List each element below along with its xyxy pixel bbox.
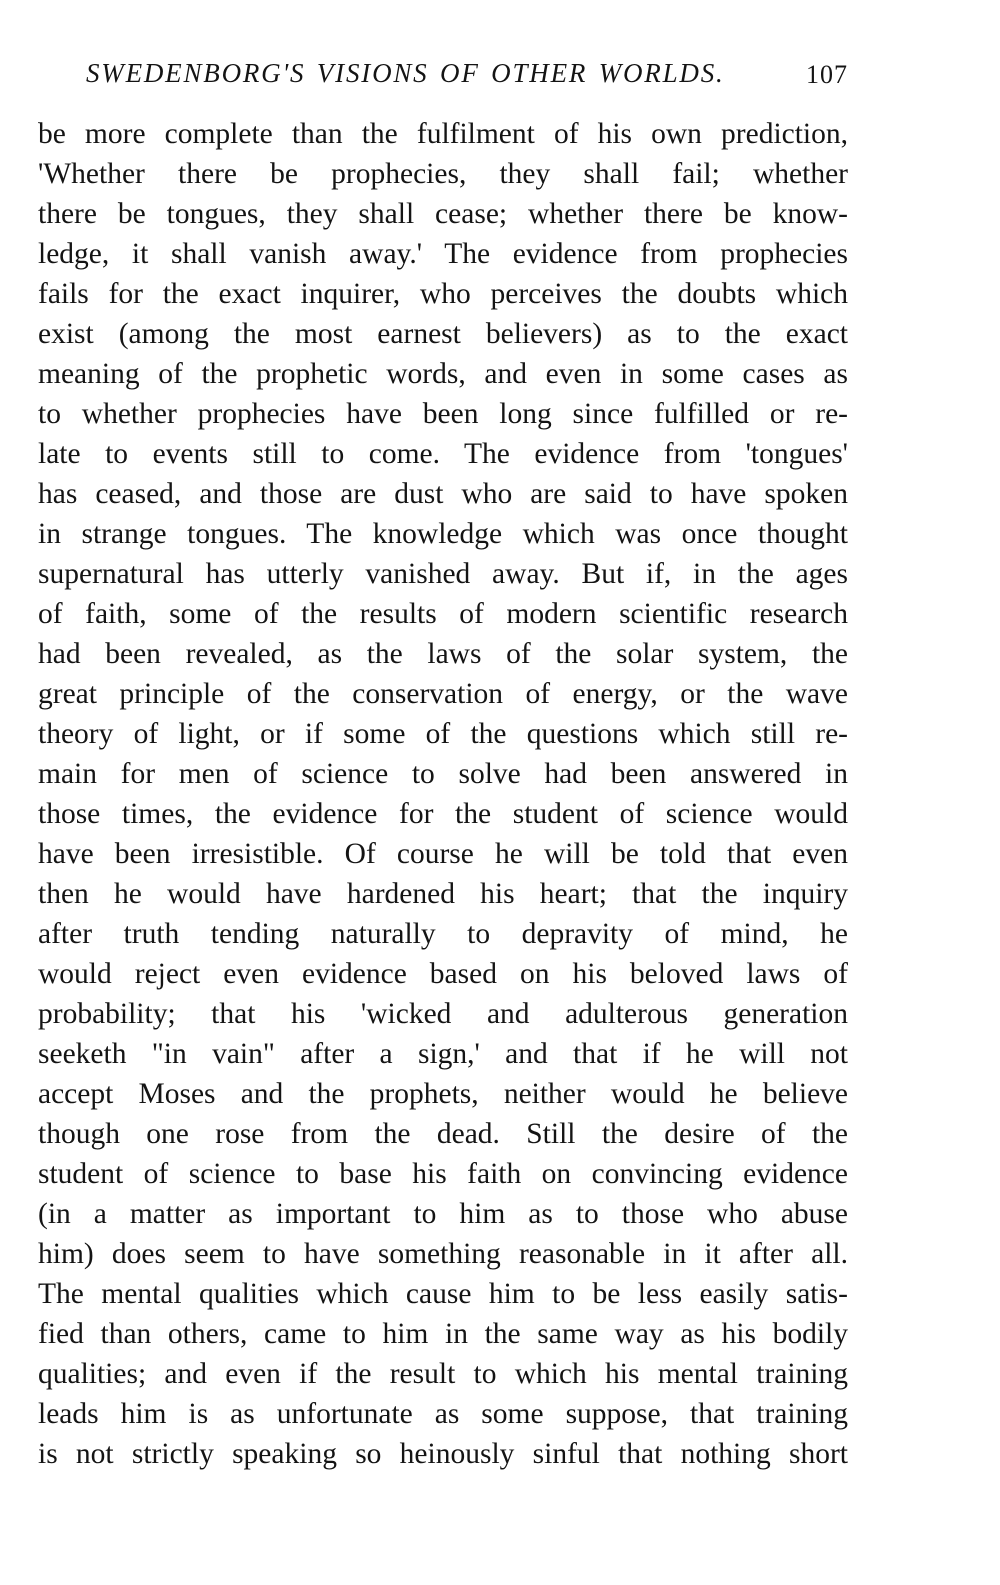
text-line: qualities; and even if the result to which his mental training — [38, 1358, 848, 1390]
text-line: to whether prophecies have been long since fulfilled or re- — [38, 398, 848, 430]
text-line: late to events still to come. The evidence from 'tongues' — [38, 438, 848, 470]
text-line: fails for the exact inquirer, who perceives the doubts which — [38, 278, 848, 310]
text-line: probability; that his 'wicked and adulterous generation — [38, 998, 848, 1030]
text-line: student of science to base his faith on convincing evidence — [38, 1158, 848, 1190]
text-line: after truth tending naturally to depravity of mind, he — [38, 918, 848, 950]
text-line: seeketh "in vain" after a sign,' and that if he will not — [38, 1038, 848, 1070]
text-line: accept Moses and the prophets, neither would he believe — [38, 1078, 848, 1110]
running-title: SWEDENBORG'S VISIONS OF OTHER WORLDS. — [86, 58, 725, 88]
running-head — [86, 58, 848, 98]
text-line: in strange tongues. The knowledge which was once thought — [38, 518, 848, 550]
text-line: is not strictly speaking so heinously sinful that nothing short — [38, 1438, 848, 1470]
text-line: be more complete than the fulfilment of his own prediction, — [38, 118, 848, 150]
text-line: supernatural has utterly vanished away. But if, in the ages — [38, 558, 848, 590]
text-line: those times, the evidence for the student of science would — [38, 798, 848, 830]
text-line: exist (among the most earnest believers) as to the exact — [38, 318, 848, 350]
text-line: The mental qualities which cause him to be less easily satis- — [38, 1278, 848, 1310]
text-line: him) does seem to have something reasonable in it after all. — [38, 1238, 848, 1270]
text-line: has ceased, and those are dust who are said to have spoken — [38, 478, 848, 510]
text-line: though one rose from the dead. Still the desire of the — [38, 1118, 848, 1150]
text-line: had been revealed, as the laws of the solar system, the — [38, 638, 848, 670]
text-line: of faith, some of the results of modern scientific research — [38, 598, 848, 630]
text-line: theory of light, or if some of the questions which still re- — [38, 718, 848, 750]
text-line: 'Whether there be prophecies, they shall fail; whether — [38, 158, 848, 190]
body-text — [38, 114, 848, 1474]
text-line: fied than others, came to him in the same way as his bodily — [38, 1318, 848, 1350]
text-line: leads him is as unfortunate as some suppose, that training — [38, 1398, 848, 1430]
text-line: there be tongues, they shall cease; whether there be know- — [38, 198, 848, 230]
text-line: would reject even evidence based on his beloved laws of — [38, 958, 848, 990]
text-line: (in a matter as important to him as to those who abuse — [38, 1198, 848, 1230]
page-number: 107 — [806, 60, 848, 89]
text-line: meaning of the prophetic words, and even in some cases as — [38, 358, 848, 390]
text-line: great principle of the conservation of energy, or the wave — [38, 678, 848, 710]
text-line: then he would have hardened his heart; that the inquiry — [38, 878, 848, 910]
text-line: main for men of science to solve had been answered in — [38, 758, 848, 790]
text-line: ledge, it shall vanish away.' The evidence from prophecies — [38, 238, 848, 270]
text-line: have been irresistible. Of course he will be told that even — [38, 838, 848, 870]
